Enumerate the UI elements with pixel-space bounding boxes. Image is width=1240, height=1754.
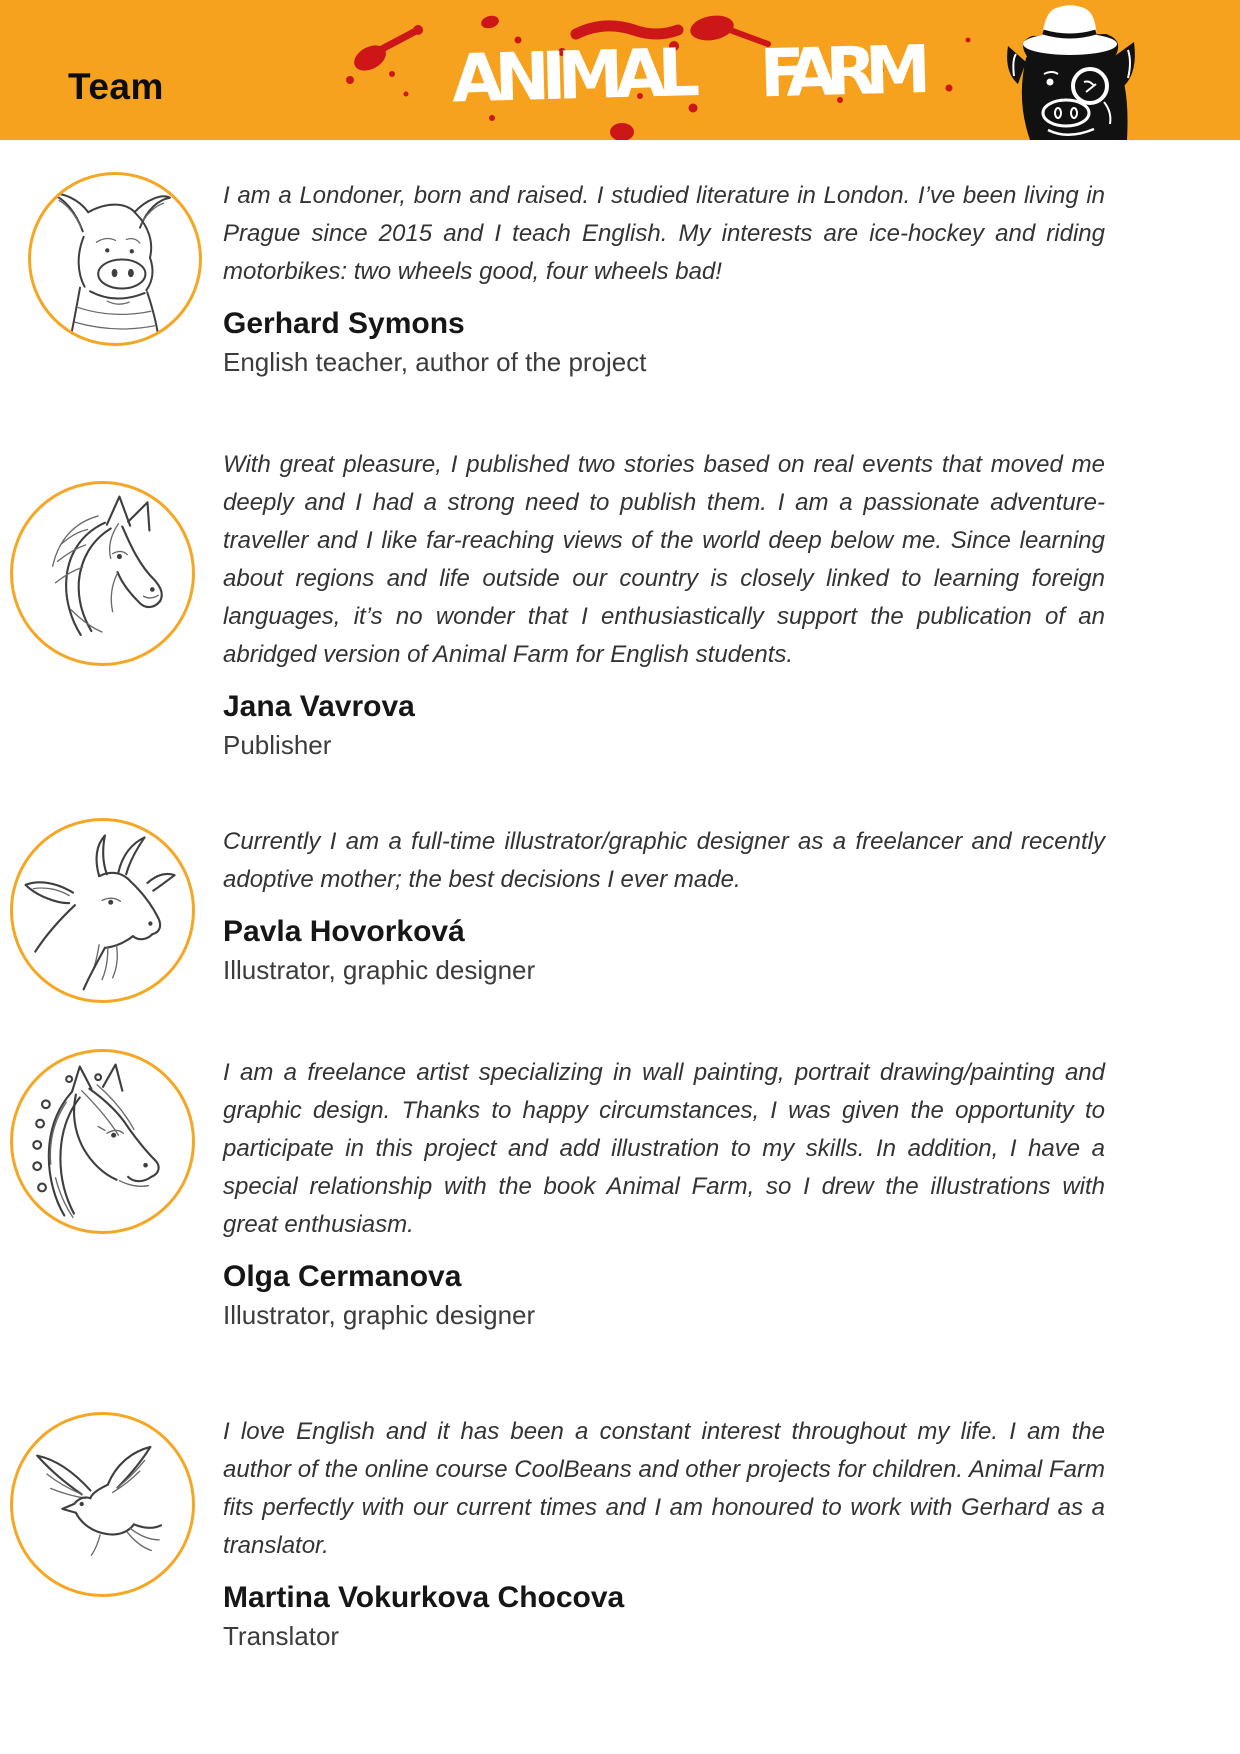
pig-sketch-avatar xyxy=(28,172,202,346)
member-name: Gerhard Symons xyxy=(223,307,465,340)
member-role: Illustrator, graphic designer xyxy=(223,1300,536,1330)
team-member-olga xyxy=(10,1049,1105,1332)
member-bio: I love English and it has been a constant interest throughout my life. I am the author of the online course CoolBeans and other projects for children. Animal Farm fits perfectly with our current times and I am honoured to work with Gerhard as a translator. xyxy=(223,1418,1105,1559)
team-member-jana xyxy=(10,441,1105,762)
member-bio: With great pleasure, I published two stories based on real events that moved me deeply and I had a strong need to publish them. I am a passionate adventure-traveller and I like far-reaching views of the world deep below me. Since learning about regions and life outside our country is closely linked to learning foreign languages, it’s no wonder that I enthusiastically support the publication of an abridged version of Animal Farm for English students. xyxy=(223,451,1105,668)
team-list xyxy=(0,172,1240,1653)
team-member-martina xyxy=(10,1408,1105,1653)
team-member-gerhard xyxy=(10,172,1105,379)
member-role: Publisher xyxy=(223,730,332,760)
goat-sketch-avatar xyxy=(10,818,195,1003)
logo-word-farm: FARM xyxy=(758,30,936,113)
member-name: Pavla Hovorková xyxy=(223,915,465,948)
pig-with-hat-icon xyxy=(1006,0,1138,140)
pony-sketch-avatar xyxy=(10,1049,195,1234)
logo-word-animal: ANIMAL xyxy=(450,33,705,118)
member-name: Martina Vokurkova Chocova xyxy=(223,1581,625,1614)
member-bio: I am a freelance artist specializing in wall painting, portrait drawing/painting and graphic design. Thanks to happy circumstances, I was given the opportunity to participate in this project and add illustration to my skills. In addition, I have a special relationship with the book Animal Farm, so I drew the illustrations with great enthusiasm. xyxy=(223,1059,1105,1238)
page-header xyxy=(0,0,1240,140)
member-role: Translator xyxy=(223,1621,340,1651)
member-name: Olga Cermanova xyxy=(223,1260,462,1293)
dove-sketch-avatar xyxy=(10,1412,195,1597)
horse-sketch-avatar xyxy=(10,481,195,666)
member-bio: I am a Londoner, born and raised. I studied literature in London. I’ve been living in Prague since 2015 and I teach English. My interests are ice-hockey and riding motorbikes: two wheels good, four wheels bad! xyxy=(223,182,1105,285)
animal-farm-logo xyxy=(340,0,980,140)
page-title: Team xyxy=(68,66,164,107)
team-member-pavla xyxy=(10,818,1105,1003)
member-name: Jana Vavrova xyxy=(223,690,415,723)
member-role: Illustrator, graphic designer xyxy=(223,955,536,985)
member-role: English teacher, author of the project xyxy=(223,347,647,377)
member-bio: Currently I am a full-time illustrator/graphic designer as a freelancer and recently adoptive mother; the best decisions I ever made. xyxy=(223,828,1105,893)
